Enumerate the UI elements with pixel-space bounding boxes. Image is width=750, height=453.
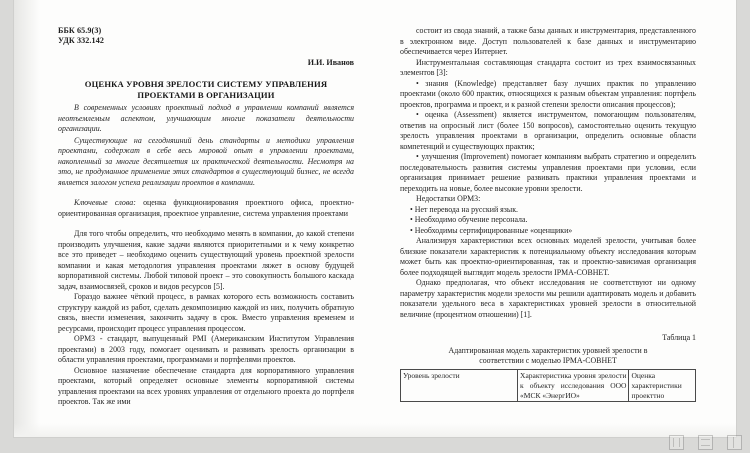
page-title bbox=[58, 79, 354, 101]
body-paragraph: Инструментальная составляющая стандарта состоит из трех взаимосвязанных элементов [3]: bbox=[400, 57, 696, 77]
author-name: И.И. Иванов bbox=[307, 57, 354, 67]
body-paragraph: Гораздо важнее чёткий процесс, в рамках которого есть возможность составить структуру каждой из работ, сделать декомпозицию каждой из них, получить обратную связь, внести изменения, закончить задачу в срок. Вместо управления временем и ресурсами, происходит процесс управления процессом. bbox=[58, 292, 354, 333]
shortcomings-heading: Недостатки ОРМ3: bbox=[416, 194, 481, 203]
bullet-knowledge: • знания (Knowledge) представляет базу лучших практик по управлению проектами (около 600 практик, относящихся к разным объектам управления: портфель проектов, программа и проект, и к разной степени зрелости описания процессов); bbox=[400, 79, 696, 111]
table-number: Таблица 1 bbox=[662, 333, 696, 342]
table-caption-line-2: соответствии с моделью IPMA-СОВНЕТ bbox=[479, 356, 617, 366]
table-header-assessment-text: Оценка характеристики bbox=[631, 371, 682, 390]
page-view-continuous-icon[interactable] bbox=[698, 435, 713, 450]
shortcoming-item: • Нет перевода на русский язык. bbox=[400, 205, 696, 216]
keywords-value: оценка функционирования проектного офиса, проектно-ориентированная организация, проектное управление, система управления проектами bbox=[58, 198, 354, 218]
body-paragraph: Однако предполагая, что объект исследования не соответствуют ни одному параметру характеристик модели зрелости мы решили адаптировать модель и добавить показатели удельного веса в характеристиках уровней зрелости в относительной величине (процентном отношении) [1]. bbox=[400, 278, 696, 319]
keywords-paragraph bbox=[58, 198, 354, 219]
shortcoming-item: • Необходимы сертифицированные «оценщики» bbox=[400, 226, 696, 237]
abstract-paragraph: Существующие на сегодняшний день стандарты и методики управления проектами, содержат в себе весь мировой опыт в управлении проектами, накопленный за многие десятилетия их практической деятельности. Несмотря на это, не продуманное применение этих стандартов в существующий бизнес, не всегда является залогом успеха реализации проектов в компании. bbox=[58, 135, 354, 187]
page-columns bbox=[14, 0, 736, 437]
body-paragraph: Основное назначение обеспечение стандарта для корпоративного управления проектами, который определяет основные элементы корпоративной системы управления проектами на всех уровнях управления от отдельного проекта до портфеля проектов. Так же ими bbox=[58, 365, 354, 407]
table-header-assessment bbox=[629, 370, 696, 402]
left-column bbox=[58, 26, 354, 408]
table-header-assessment-tail: проекттно bbox=[631, 390, 665, 400]
bullet-improvement: • улучшения (Improvement) помогает компаниям выбрать стратегию и определить последовательность развития системы управления проектами при условии, если организация принимает решение развивать практики управления проектами и переходить на новые, более высокие уровни зрелости. bbox=[400, 152, 696, 194]
udk-code: УДК 332.142 bbox=[58, 36, 104, 46]
keywords-label: Ключевые слова: bbox=[74, 198, 136, 208]
bbk-code: ББК 65.9(3) bbox=[58, 26, 102, 35]
body-paragraph: состоит из свода знаний, а также базы данных и инструментария, представленного в электронном виде. Доступ пользователей к базе данных и инструментарию обеспечивается через Интернет. bbox=[400, 26, 696, 56]
bullet-assessment: • оценка (Assessment) является инструментом, помогающим пользователям, ответив на опросный лист (более 150 вопросов), самостоятельно оценить текущую зрелость управления проектами в организации, определить основные области компетенций и существующих практик; bbox=[400, 110, 696, 152]
abstract-paragraph: В современных условиях проектный подход в управлении компаний является неотъемлемым аспектом, улучшающим многие показатели деятельности организации. bbox=[58, 103, 354, 134]
shortcoming-item: • Необходимо обучение персонала. bbox=[400, 215, 696, 226]
table-header-characteristic: Характеристика уровня зрелости к объекту исследования ООО «МСК «ЭнергИО» bbox=[518, 370, 629, 402]
body-paragraph: ОРМ3 - стандарт, выпущенный PMI (Американским Институтом Управления проектами) в 2003 году, помогает оценивать и развивать зрелость организации в области управления проектами, программами и портфелями проектов. bbox=[58, 334, 354, 365]
page-view-two-up-icon[interactable] bbox=[727, 435, 742, 450]
body-paragraph: Анализируя характеристики всех основных моделей зрелости, учитывая более близкие показатели характеристик к потенциальному объекту исследования которым может быть как проектно-ориентированная, так и проектно-зависимая организация более подходящей выглядит модель зрелости IPMA-СОВНЕТ. bbox=[400, 236, 696, 277]
body-paragraph: Для того чтобы определить, что необходимо менять в компании, до какой степени производить улучшения, какие задачи являются приоритетными и к чему конкретно все это приведет – необходимо оценить существующий уровень проектной зрелости компании и какая методология управления проектами ляжет в основу будущей корпоративной системы. Любой типовой проект – это совокупность большого каскада задач, взаимосвязей, сроков и видов ресурсов [5]. bbox=[58, 229, 354, 291]
title-line-2: ПРОЕКТАМИ В ОРГАНИЗАЦИИ bbox=[137, 90, 275, 101]
table-header-maturity-level: Уровень зрелости bbox=[401, 370, 518, 402]
page-view-single-icon[interactable] bbox=[669, 435, 684, 450]
page-view-toolbar[interactable] bbox=[669, 435, 742, 450]
classification-codes bbox=[58, 26, 354, 47]
title-line-1: ОЦЕНКА УРОВНЯ ЗРЕЛОСТИ СИСТЕМУ УПРАВЛЕНИЯ bbox=[84, 78, 328, 89]
right-column bbox=[400, 26, 696, 402]
scanned-page bbox=[14, 0, 736, 437]
table-row bbox=[401, 370, 696, 402]
table-caption bbox=[400, 346, 696, 366]
maturity-table bbox=[400, 369, 696, 402]
table-caption-line-1: Адаптированная модель характеристик уровней зрелости в bbox=[448, 346, 648, 355]
